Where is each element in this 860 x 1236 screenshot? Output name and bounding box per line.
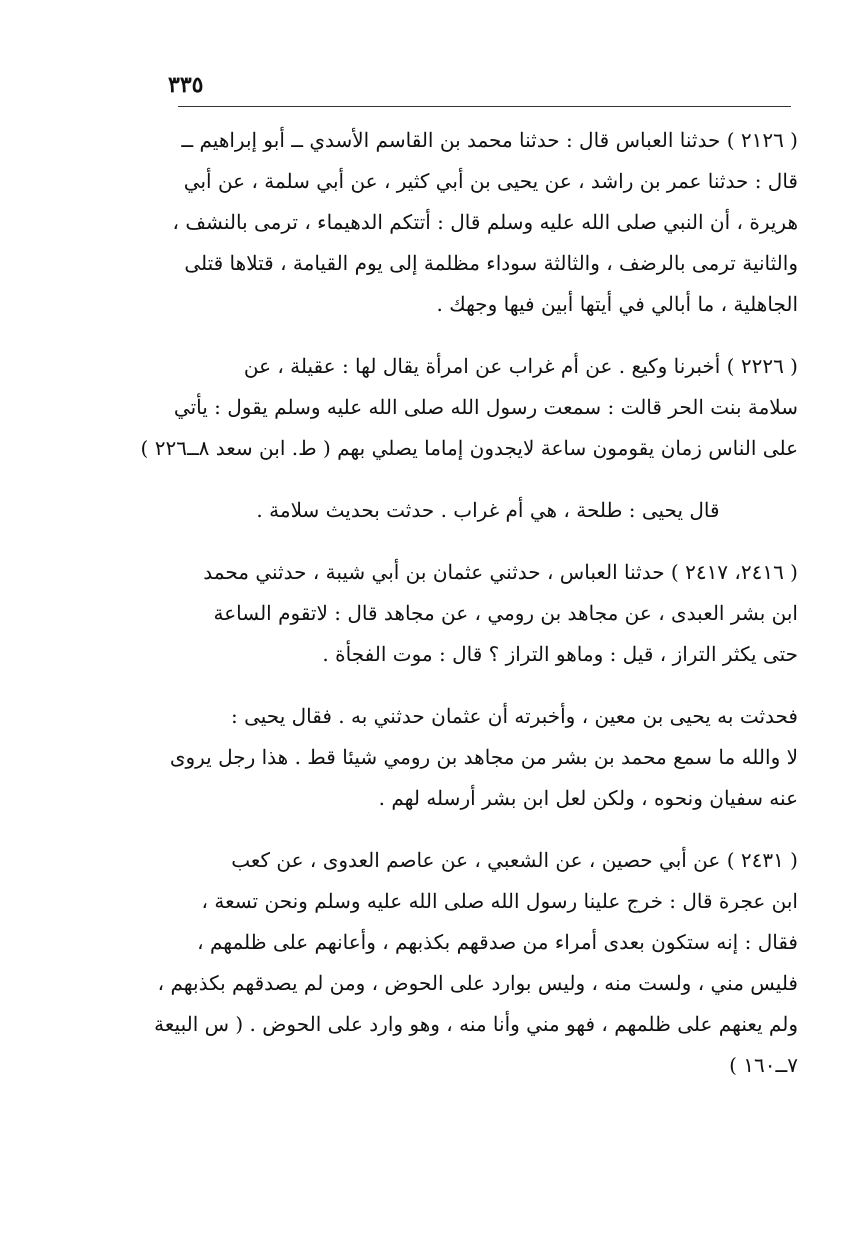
text-line: فقال : إنه ستكون بعدى أمراء من صدقهم بكذبهم ، وأعانهم على ظلمهم ، (197, 930, 798, 954)
text-line: على الناس زمان يقومون ساعة لايجدون إماما يصلي بهم ( ط. ابن سعد ٨ــ٢٢٦ ) (140, 436, 798, 460)
text-line: فليس مني ، ولست منه ، وليس بوارد على الحوض ، ومن لم يصدقهم بكذبهم ، (157, 971, 798, 995)
text-line: والثانية ترمى بالرضف ، والثالثة سوداء مظلمة إلى يوم القيامة ، قتلاها قتلى (184, 251, 798, 275)
text-line: هريرة ، أن النبي صلى الله عليه وسلم قال : أتتكم الدهيماء ، ترمى بالنشف ، (172, 210, 798, 234)
text-line: ابن عجرة قال : خرج علينا رسول الله صلى الله عليه وسلم ونحن تسعة ، (201, 889, 798, 913)
text-line: ولم يعنهم على ظلمهم ، فهو مني وأنا منه ، وهو وارد على الحوض . ( س البيعة (154, 1012, 798, 1036)
text-line: سلامة بنت الحر قالت : سمعت رسول الله صلى الله عليه وسلم يقول : يأتي (173, 395, 798, 419)
text-line: ٧ــ١٦٠ ) (729, 1053, 798, 1077)
text-line: ( ٢٤٣١ ) عن أبي حصين ، عن الشعبي ، عن عاصم العدوى ، عن كعب (231, 848, 798, 872)
hadith-2226 (140, 346, 798, 469)
text-line: قال : حدثنا عمر بن راشد ، عن يحيى بن أبي كثير ، عن أبي سلمة ، عن أبي (183, 169, 798, 193)
header-rule (178, 106, 791, 107)
text-line: حتى يكثر التراز ، قيل : وماهو التراز ؟ قال : موت الفجأة . (322, 642, 798, 666)
text-line: فحدثت به يحيى بن معين ، وأخبرته أن عثمان حدثني به . فقال يحيى : (230, 704, 798, 728)
hadith-2416-2417 (178, 552, 798, 675)
text-line: ( ٢٢٢٦ ) أخبرنا وكيع . عن أم غراب عن امرأة يقال لها : عقيلة ، عن (243, 354, 798, 378)
text-line: ( ٢١٢٦ ) حدثنا العباس قال : حدثنا محمد بن القاسم الأسدي ــ أبو إبراهيم ــ (181, 128, 798, 152)
text-line: الجاهلية ، ما أبالي في أيتها أبين فيها وجهك . (436, 292, 798, 316)
text-line: ابن بشر العبدى ، عن مجاهد بن رومي ، عن مجاهد قال : لاتقوم الساعة (213, 601, 798, 625)
hadith-2431 (154, 840, 798, 1086)
text-line: لا والله ما سمع محمد بن بشر من مجاهد بن رومي شيئا قط . هذا رجل يروى (169, 745, 798, 769)
text-line: عنه سفيان ونحوه ، ولكن لعل ابن بشر أرسله لهم . (378, 786, 798, 810)
text-line: ( ٢٤١٦، ٢٤١٧ ) حدثنا العباس ، حدثني عثمان بن أبي شيبة ، حدثني محمد (203, 560, 798, 584)
text-line: قال يحيى : طلحة ، هي أم غراب . حدثت بحديث سلامة . (256, 498, 720, 522)
hadith-2126 (172, 120, 798, 325)
page-number: ٣٣٥ (168, 72, 204, 98)
page-body (140, 120, 798, 1086)
narration-note (169, 696, 798, 819)
yahya-comment (178, 490, 798, 531)
